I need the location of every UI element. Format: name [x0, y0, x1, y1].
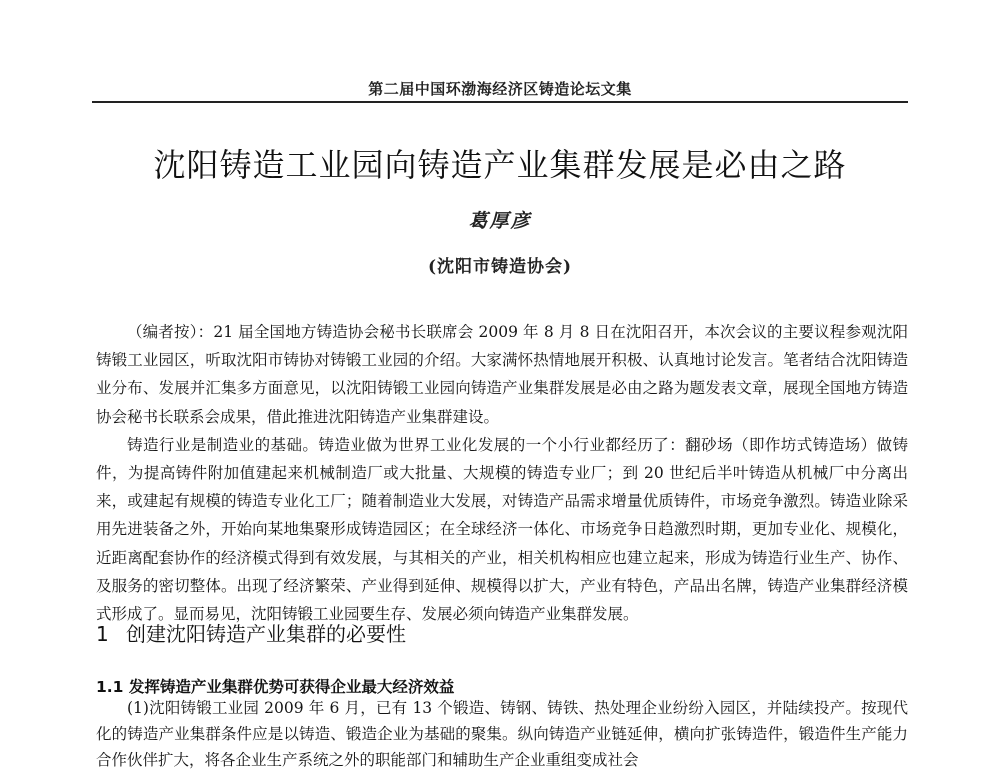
- section-title: 创建沈阳铸造产业集群的必要性: [126, 622, 406, 646]
- section-heading: [96, 618, 908, 647]
- article-title: 沈阳铸造工业园向铸造产业集群发展是必由之路: [153, 146, 847, 184]
- running-header: 第二届中国环渤海经济区铸造论坛文集: [368, 80, 632, 98]
- header-rule: [92, 101, 908, 103]
- body-paragraph: (1)沈阳铸锻工业园 2009 年 6 月，已有 13 个锻造、铸钢、铸铁、热处理企业纷纷入园区，并陆续投产。按现代化的铸造产业集群条件应是以铸造、锻造企业为基础的聚集。纵向铸造产业链延伸，横向扩张铸造件，锻造件生产能力合作伙伴扩大，将各企业生产系统之外的职能部门和辅助生产企业重组变成社会: [96, 699, 908, 769]
- editor-note-paragraph: （编者按）：21 届全国地方铸造协会秘书长联席会 2009 年 8 月 8 日在沈阳召开，本次会议的主要议程参观沈阳铸锻工业园区，听取沈阳市铸协对铸锻工业园的介绍。大家满怀热情地展开积极、认真地讨论发言。笔者结合沈阳铸造业分布、发展并汇集多方面意见，以沈阳铸锻工业园向铸造产业集群发展是必由之路为题发表文章，展现全国地方铸造协会秘书长联系会成果，借此推进沈阳铸造产业集群建设。: [96, 323, 908, 426]
- author-name: 葛厚彦: [468, 210, 532, 232]
- section-body: [96, 695, 908, 773]
- subsection-heading: 1.1 发挥铸造产业集群优势可获得企业最大经济效益: [96, 678, 455, 696]
- intro-body: [96, 318, 908, 628]
- author-affiliation: (沈阳市铸造协会): [427, 257, 573, 277]
- section-number: 1: [96, 622, 109, 646]
- body-paragraph: 铸造行业是制造业的基础。铸造业做为世界工业化发展的一个小行业都经历了：翻砂场（即作坊式铸造场）做铸件，为提高铸件附加值建起来机械制造厂或大批量、大规模的铸造专业厂；到 20 世纪后半叶铸造从机械厂中分离出来，或建起有规模的铸造专业化工厂；随着制造业大发展，对铸造产品需求增量优质铸件，市场竞争激烈。铸造业除采用先进装备之外，开始向某地集聚形成铸造园区；在全球经济一体化、市场竞争日趋激烈时期，更加专业化、规模化，近距离配套协作的经济模式得到有效发展，与其相关的产业，相关机构相应也建立起来，形成为铸造行业生产、协作、及服务的密切整体。出现了经济繁荣、产业得到延伸、规模得以扩大，产业有特色，产品出名牌，铸造产业集群经济模式形成了。显而易见，沈阳铸锻工业园要生存、发展必须向铸造产业集群发展。: [96, 435, 908, 624]
